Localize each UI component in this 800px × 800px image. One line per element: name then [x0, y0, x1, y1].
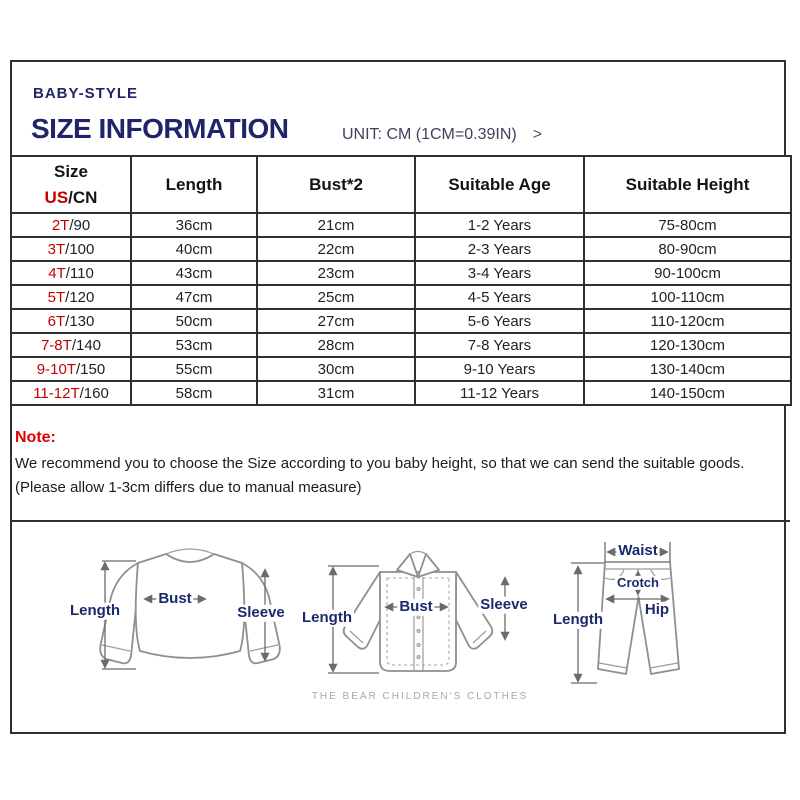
- bust-cell: 31cm: [257, 381, 415, 405]
- content-frame: [10, 60, 786, 734]
- size-cn-value: /130: [65, 312, 95, 330]
- size-us-value: 9-10T: [36, 360, 76, 378]
- age-cell: 5-6 Years: [415, 309, 584, 333]
- unit-note: UNIT: CM (1CM=0.39IN): [342, 126, 517, 143]
- bust-cell: 25cm: [257, 285, 415, 309]
- size-table-body: [11, 213, 791, 405]
- age-cell: 7-8 Years: [415, 333, 584, 357]
- sweater-sleeve-label: Sleeve: [237, 603, 285, 621]
- size-us-value: 7-8T: [40, 336, 72, 354]
- height-cell: 110-120cm: [584, 309, 791, 333]
- length-cell: 43cm: [131, 261, 257, 285]
- note-line-2: (Please allow 1-3cm differs due to manual measure): [15, 479, 362, 496]
- length-cell: 55cm: [131, 357, 257, 381]
- sweater-bust-label: Bust: [158, 589, 192, 607]
- shirt-length-label: Length: [302, 608, 352, 626]
- page-title: SIZE INFORMATION: [31, 113, 289, 144]
- pants-length-label: Length: [553, 610, 603, 628]
- height-cell: 140-150cm: [584, 381, 791, 405]
- size-header-cn: /CN: [68, 187, 98, 207]
- pants-hip-label: Hip: [644, 600, 670, 618]
- bust-cell: 28cm: [257, 333, 415, 357]
- pants-waist-label: Waist: [618, 541, 658, 559]
- note-section: [15, 429, 783, 503]
- bust-header-cell: Bust*2: [257, 156, 415, 213]
- length-cell: 47cm: [131, 285, 257, 309]
- size-header-line2: [12, 185, 130, 211]
- bust-cell: 22cm: [257, 237, 415, 261]
- height-cell: 130-140cm: [584, 357, 791, 381]
- size-cn-value: /140: [71, 336, 102, 354]
- size-table: [10, 155, 792, 406]
- length-header-cell: Length: [131, 156, 257, 213]
- size-cell: [11, 357, 131, 381]
- size-cell: [11, 309, 131, 333]
- bust-cell: 21cm: [257, 213, 415, 237]
- size-us-value: 4T: [48, 264, 66, 282]
- size-cn-value: /100: [65, 240, 95, 258]
- size-us-value: 5T: [47, 288, 66, 306]
- table-row: [11, 309, 791, 333]
- size-cell: [11, 261, 131, 285]
- age-header-cell: Suitable Age: [415, 156, 584, 213]
- length-cell: 40cm: [131, 237, 257, 261]
- size-cell: [11, 285, 131, 309]
- size-cell: [11, 213, 131, 237]
- header-row: [11, 156, 791, 213]
- table-row: [11, 213, 791, 237]
- age-cell: 9-10 Years: [415, 357, 584, 381]
- length-cell: 53cm: [131, 333, 257, 357]
- size-table-head: [11, 156, 791, 213]
- brand-name: BABY-STYLE: [33, 85, 139, 102]
- size-us-value: 11-12T: [33, 384, 80, 402]
- size-cn-value: /150: [75, 360, 106, 378]
- shirt-bust-label: Bust: [399, 597, 433, 615]
- height-cell: 100-110cm: [584, 285, 791, 309]
- bust-cell: 23cm: [257, 261, 415, 285]
- unit-row: [342, 126, 542, 144]
- brand-caption: THE BEAR CHILDREN'S CLOTHES: [311, 691, 529, 702]
- chevron-right-icon[interactable]: >: [532, 126, 543, 143]
- sweater-illustration-icon: [60, 543, 290, 703]
- size-cn-value: /110: [65, 264, 94, 282]
- section-divider: [10, 520, 790, 522]
- sweater-length-label: Length: [70, 601, 120, 619]
- note-label: Note:: [15, 429, 56, 446]
- shirt-measure-diagram: [300, 545, 540, 707]
- height-cell: 80-90cm: [584, 237, 791, 261]
- size-us-value: 3T: [47, 240, 66, 258]
- table-row: [11, 285, 791, 309]
- size-cn-value: /160: [79, 384, 109, 402]
- size-header-line1: Size: [53, 162, 89, 181]
- height-cell: 90-100cm: [584, 261, 791, 285]
- table-row: [11, 381, 791, 405]
- pants-measure-diagram: [545, 535, 755, 707]
- size-cell: [11, 333, 131, 357]
- height-cell: 120-130cm: [584, 333, 791, 357]
- size-us-value: 2T: [51, 216, 70, 234]
- size-us-value: 6T: [47, 312, 66, 330]
- size-header-us: US: [44, 187, 69, 207]
- length-cell: 58cm: [131, 381, 257, 405]
- age-cell: 1-2 Years: [415, 213, 584, 237]
- table-row: [11, 357, 791, 381]
- age-cell: 3-4 Years: [415, 261, 584, 285]
- pants-crotch-label: Crotch: [617, 574, 659, 590]
- note-line-1: We recommend you to choose the Size according to you baby height, so that we can send the suitable goods.: [15, 455, 745, 472]
- age-cell: 4-5 Years: [415, 285, 584, 309]
- length-cell: 50cm: [131, 309, 257, 333]
- size-cell: [11, 381, 131, 405]
- table-row: [11, 237, 791, 261]
- bust-cell: 30cm: [257, 357, 415, 381]
- height-header-cell: Suitable Height: [584, 156, 791, 213]
- age-cell: 11-12 Years: [415, 381, 584, 405]
- age-cell: 2-3 Years: [415, 237, 584, 261]
- sweater-measure-diagram: [60, 543, 290, 703]
- length-cell: 36cm: [131, 213, 257, 237]
- table-row: [11, 261, 791, 285]
- height-cell: 75-80cm: [584, 213, 791, 237]
- size-header-cell: [11, 156, 131, 213]
- table-row: [11, 333, 791, 357]
- size-cn-value: /90: [69, 216, 91, 234]
- size-cn-value: /120: [65, 288, 95, 306]
- size-cell: [11, 237, 131, 261]
- bust-cell: 27cm: [257, 309, 415, 333]
- shirt-sleeve-label: Sleeve: [480, 595, 528, 613]
